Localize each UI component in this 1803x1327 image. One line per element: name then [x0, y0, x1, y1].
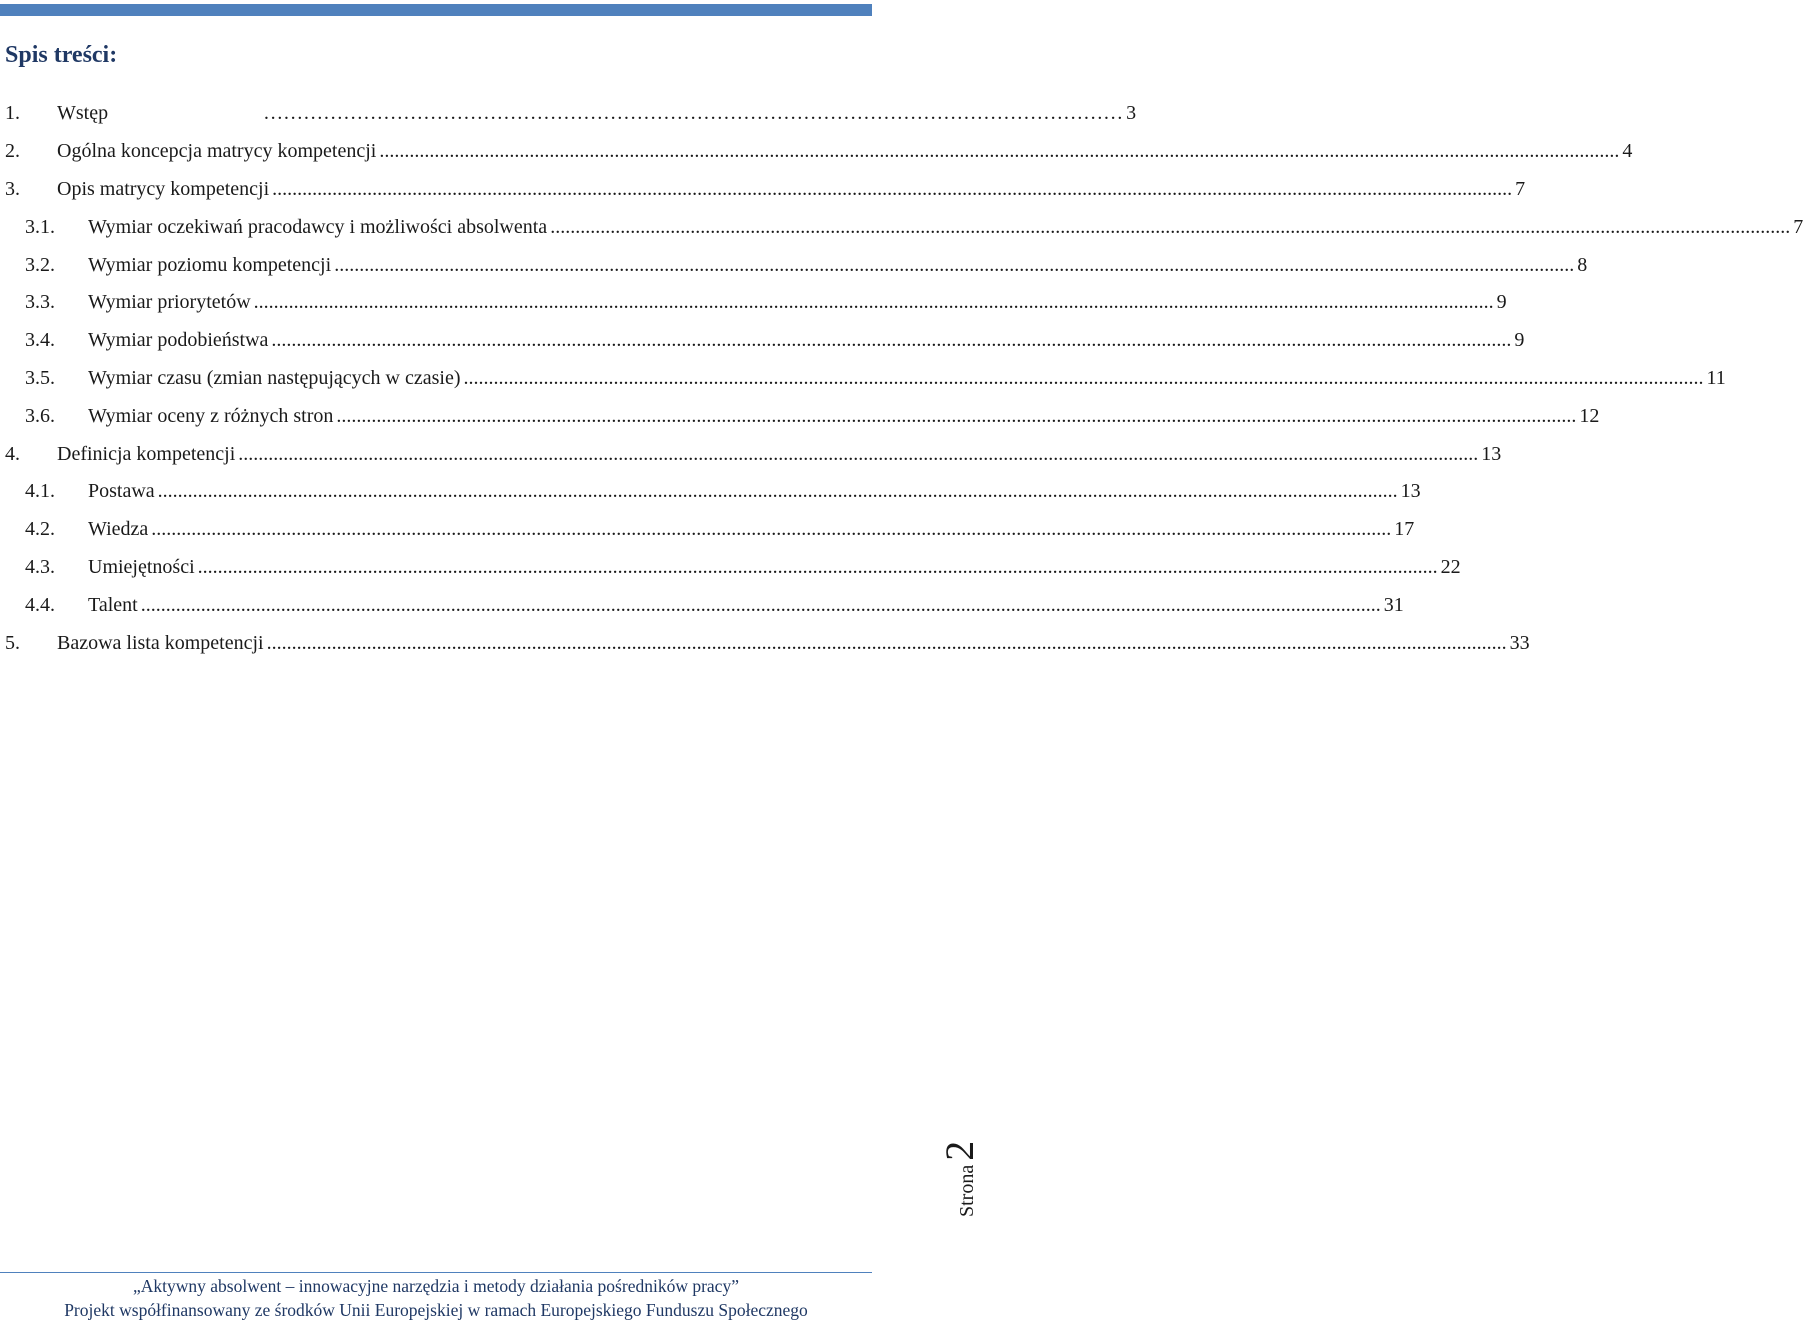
toc-dot-leader — [336, 405, 1576, 428]
toc-subentry[interactable] — [0, 208, 1803, 246]
toc-dot-leader — [151, 518, 1391, 541]
toc-entry-number: 3.2. — [25, 253, 55, 276]
toc-entry-label: Wiedza — [88, 518, 149, 541]
toc-entry-number: 3.6. — [25, 404, 55, 427]
toc-entry-label: Wstęp — [57, 102, 109, 125]
footer-divider — [0, 1272, 872, 1273]
toc-dot-leader — [550, 216, 1790, 239]
page-number-label — [936, 1141, 983, 1217]
toc-entry-page: 12 — [1579, 404, 1600, 427]
toc-dot-leader — [263, 102, 1123, 125]
toc-entry[interactable] — [0, 95, 1137, 133]
toc-dot-leader — [141, 594, 1381, 617]
footer-funding-note: Projekt współfinansowany ze środków Unii Europejskiej w ramach Europejskiego Funduszu Społecznego — [64, 1300, 808, 1320]
toc-entry-label: Wymiar priorytetów — [88, 291, 251, 314]
toc-dot-leader — [272, 178, 1512, 201]
toc-title: Spis treści: — [5, 42, 118, 68]
toc-dot-leader — [334, 254, 1574, 277]
page-number-word: Strona — [956, 1164, 978, 1217]
toc-entry-number: 1. — [5, 102, 20, 125]
toc-entry-page: 9 — [1514, 329, 1525, 352]
toc-entry-label: Umiejętności — [88, 555, 195, 578]
toc-entry-page: 4 — [1622, 140, 1633, 163]
toc-entry-number: 4. — [5, 442, 20, 465]
footer-project-title: „Aktywny absolwent – innowacyjne narzędzia i metody działania pośredników pracy” — [133, 1276, 739, 1296]
toc-dot-leader — [158, 480, 1398, 503]
toc-entry[interactable] — [0, 624, 1530, 662]
toc-entry-label: Opis matrycy kompetencji — [57, 177, 270, 200]
toc-entry-page: 33 — [1509, 631, 1530, 654]
toc-entry-label: Wymiar oceny z różnych stron — [88, 404, 334, 427]
toc-entry[interactable] — [0, 435, 1502, 473]
toc-dot-leader — [267, 632, 1507, 655]
toc-dot-leader — [464, 367, 1704, 390]
toc-entry-page: 7 — [1515, 177, 1526, 200]
toc-subentry[interactable] — [0, 322, 1525, 360]
toc-entry-label: Wymiar podobieństwa — [88, 329, 269, 352]
toc-entry-number: 4.3. — [25, 555, 55, 578]
toc-entry-page: 13 — [1400, 480, 1421, 503]
toc-entry-label: Bazowa lista kompetencji — [57, 631, 264, 654]
toc-entry-label: Wymiar poziomu kompetencji — [88, 253, 332, 276]
toc-entry-label: Talent — [88, 593, 138, 616]
toc-entry-page: 9 — [1496, 291, 1507, 314]
toc-entry-number: 2. — [5, 140, 20, 163]
table-of-contents — [0, 95, 1803, 662]
toc-subentry[interactable] — [0, 586, 1404, 624]
toc-entry-page: 8 — [1577, 253, 1588, 276]
toc-entry-label: Wymiar czasu (zmian następujących w czasie) — [88, 366, 461, 389]
toc-entry-number: 4.2. — [25, 518, 55, 541]
toc-entry-number: 4.4. — [25, 593, 55, 616]
toc-subentry[interactable] — [0, 473, 1421, 511]
toc-entry-page: 17 — [1394, 518, 1415, 541]
toc-entry-label: Postawa — [88, 480, 155, 503]
toc-subentry[interactable] — [0, 246, 1588, 284]
toc-entry-page: 22 — [1440, 555, 1461, 578]
toc-entry-label: Definicja kompetencji — [57, 442, 236, 465]
toc-entry-label: Wymiar oczekiwań pracodawcy i możliwości absolwenta — [88, 215, 548, 238]
toc-entry-number: 3.5. — [25, 366, 55, 389]
toc-entry-number: 3.3. — [25, 291, 55, 314]
toc-entry-page: 3 — [1126, 102, 1137, 125]
toc-entry-page: 7 — [1793, 215, 1803, 238]
toc-entry-page: 13 — [1481, 442, 1502, 465]
toc-subentry[interactable] — [0, 549, 1461, 587]
toc-dot-leader — [379, 140, 1619, 163]
toc-entry-number: 3.4. — [25, 329, 55, 352]
toc-dot-leader — [198, 556, 1438, 579]
toc-subentry[interactable] — [0, 397, 1600, 435]
toc-entry-page: 31 — [1383, 593, 1404, 616]
toc-dot-leader — [271, 329, 1511, 352]
header-accent-bar — [0, 4, 872, 16]
toc-entry[interactable] — [0, 171, 1526, 209]
toc-entry-number: 4.1. — [25, 480, 55, 503]
toc-entry-number: 3.1. — [25, 215, 55, 238]
toc-dot-leader — [238, 443, 1478, 466]
toc-subentry[interactable] — [0, 284, 1507, 322]
toc-entry-number: 5. — [5, 631, 20, 654]
toc-entry-number: 3. — [5, 177, 20, 200]
toc-entry-page: 11 — [1706, 366, 1726, 389]
toc-entry[interactable] — [0, 133, 1633, 171]
page-number-value: 2 — [937, 1140, 982, 1161]
toc-dot-leader — [254, 291, 1494, 314]
toc-subentry[interactable] — [0, 511, 1415, 549]
toc-entry-label: Ogólna koncepcja matrycy kompetencji — [57, 140, 377, 163]
toc-subentry[interactable] — [0, 360, 1726, 398]
